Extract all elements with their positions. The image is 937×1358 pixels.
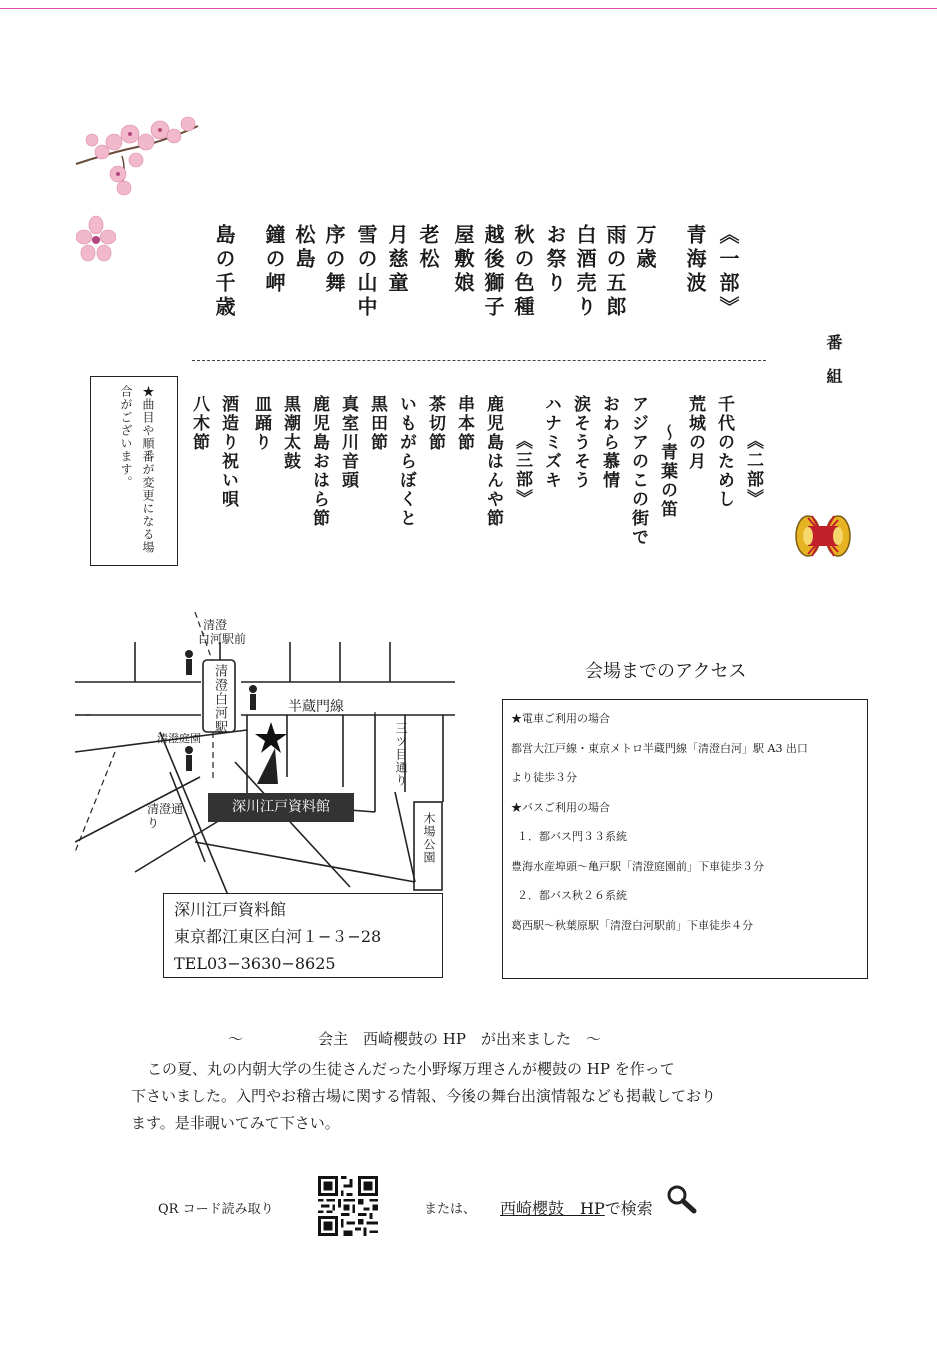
search-keyword-link[interactable]: 西崎櫻鼓 HP <box>500 1199 605 1218</box>
song-title: お祭り <box>543 224 567 296</box>
song-title: 鹿児島はんや節 <box>483 395 503 528</box>
access-title: 会場までのアクセス <box>585 661 747 682</box>
song-title: いもがらぼくと <box>396 395 416 528</box>
song-title: ハナミズキ <box>541 395 561 490</box>
address-box <box>163 893 443 978</box>
access-line: 豊海水産埠頭～亀戸駅「清澄庭園前」下車徒歩３分 <box>511 859 764 873</box>
museum-map-label: 深川江戸資料館 <box>208 793 354 822</box>
access-line: ★電車ご利用の場合 <box>511 712 610 725</box>
top-rule <box>0 8 937 9</box>
access-line: 都営大江戸線・東京メトロ半蔵門線「清澄白河」駅 A3 出口 <box>511 741 808 755</box>
song-title: 荒城の月 <box>685 395 705 471</box>
song-title: 月慈童 <box>385 224 409 296</box>
access-line: ２．都バス秋２６系統 <box>517 889 627 902</box>
station-label-line2: 白河駅前 <box>198 632 247 646</box>
mitsume-street-label: 三ツ目通り <box>394 722 408 787</box>
access-line: １．都バス門３３系統 <box>517 830 627 843</box>
program-title: 番組 <box>824 334 843 402</box>
song-title: 鹿児島おはら節 <box>309 395 329 528</box>
part1-heading: 《一部》 <box>716 224 740 320</box>
garden-label: 清澄庭園 <box>157 732 201 745</box>
song-title: ～青葉の笛 <box>657 424 677 519</box>
song-title: 真室川音頭 <box>338 395 358 490</box>
cherry-blossom-branch-icon <box>72 112 202 198</box>
song-title: おわら慕情 <box>599 395 619 490</box>
station-label-line1: 清澄 <box>203 618 228 632</box>
song-title: 松島 <box>292 224 316 272</box>
song-title: 千代のためし <box>714 395 734 509</box>
access-line: より徒歩３分 <box>511 771 577 784</box>
song-title: 雨の五郎 <box>603 224 627 320</box>
search-icon <box>666 1184 698 1214</box>
song-title: 万歳 <box>633 224 657 272</box>
line-name: 半蔵門線 <box>288 699 344 715</box>
song-title: 茶切節 <box>425 395 445 452</box>
search-suffix: で検索 <box>604 1199 653 1218</box>
section-divider <box>192 360 766 361</box>
venue-name: 深川江戸資料館 <box>174 900 287 919</box>
venue-address: 東京都江東区白河１−３−28 <box>174 927 382 946</box>
song-title: 島の千歳 <box>212 224 236 320</box>
kiyosumi-street-label: 清澄通り <box>147 802 184 830</box>
song-title: 青海波 <box>683 224 707 296</box>
song-title: 黒田節 <box>367 395 387 452</box>
song-title: 屋敷娘 <box>451 224 475 296</box>
song-title: 八木節 <box>189 395 209 452</box>
part3-heading: 《三部》 <box>512 432 532 508</box>
access-info-box <box>502 699 868 979</box>
song-title: 黒潮太鼓 <box>280 395 300 471</box>
song-title: 皿踊り <box>251 395 271 452</box>
venue-tel: TEL03−3630−8625 <box>174 954 336 973</box>
song-title: アジアのこの街で <box>628 395 648 547</box>
song-title: 白酒売り <box>573 224 597 320</box>
cherry-blossom-icon <box>76 213 116 265</box>
song-title: 涙そうそう <box>570 395 590 490</box>
song-title: 酒造り祝い唄 <box>218 395 238 509</box>
or-label: または、 <box>424 1202 477 1217</box>
program-change-note-box <box>90 376 178 566</box>
homepage-body-line: この夏、丸の内朝大学の生徒さんだった小野塚万理さんが櫻鼓の HP を作って <box>147 1060 675 1078</box>
kiba-park-label: 木場公園 <box>422 812 436 864</box>
song-title: 雪の山中 <box>354 224 378 320</box>
song-title: 序の舞 <box>322 224 346 296</box>
song-title: 秋の色種 <box>511 224 535 320</box>
station-name: 清澄白河駅 <box>212 664 227 734</box>
tsuzumi-drum-icon <box>792 512 854 560</box>
homepage-heading: ～ 会主 西崎櫻鼓の HP が出来ました ～ <box>228 1030 601 1048</box>
qr-code[interactable] <box>318 1176 378 1236</box>
qr-label: QR コード読み取り <box>158 1202 274 1217</box>
homepage-body <box>131 1056 831 1137</box>
search-hint <box>500 1196 653 1219</box>
homepage-body-line: ます。是非覗いてみて下さい。 <box>131 1114 340 1132</box>
part2-heading: 《二部》 <box>743 432 763 508</box>
song-title: 鐘の岬 <box>262 224 286 296</box>
song-title: 老松 <box>416 224 440 272</box>
homepage-body-line: 下さいました。入門やお稽古場に関する情報、今後の舞台出演情報なども掲載しており <box>131 1087 717 1105</box>
access-line: ★バスご利用の場合 <box>511 800 610 814</box>
access-line: 葛西駅～秋葉原駅「清澄白河駅前」下車徒歩４分 <box>511 918 753 932</box>
song-title: 串本節 <box>454 395 474 452</box>
song-title: 越後獅子 <box>481 224 505 320</box>
program-change-note: ★曲目や順番が変更になる場合がございます。 <box>119 385 155 554</box>
